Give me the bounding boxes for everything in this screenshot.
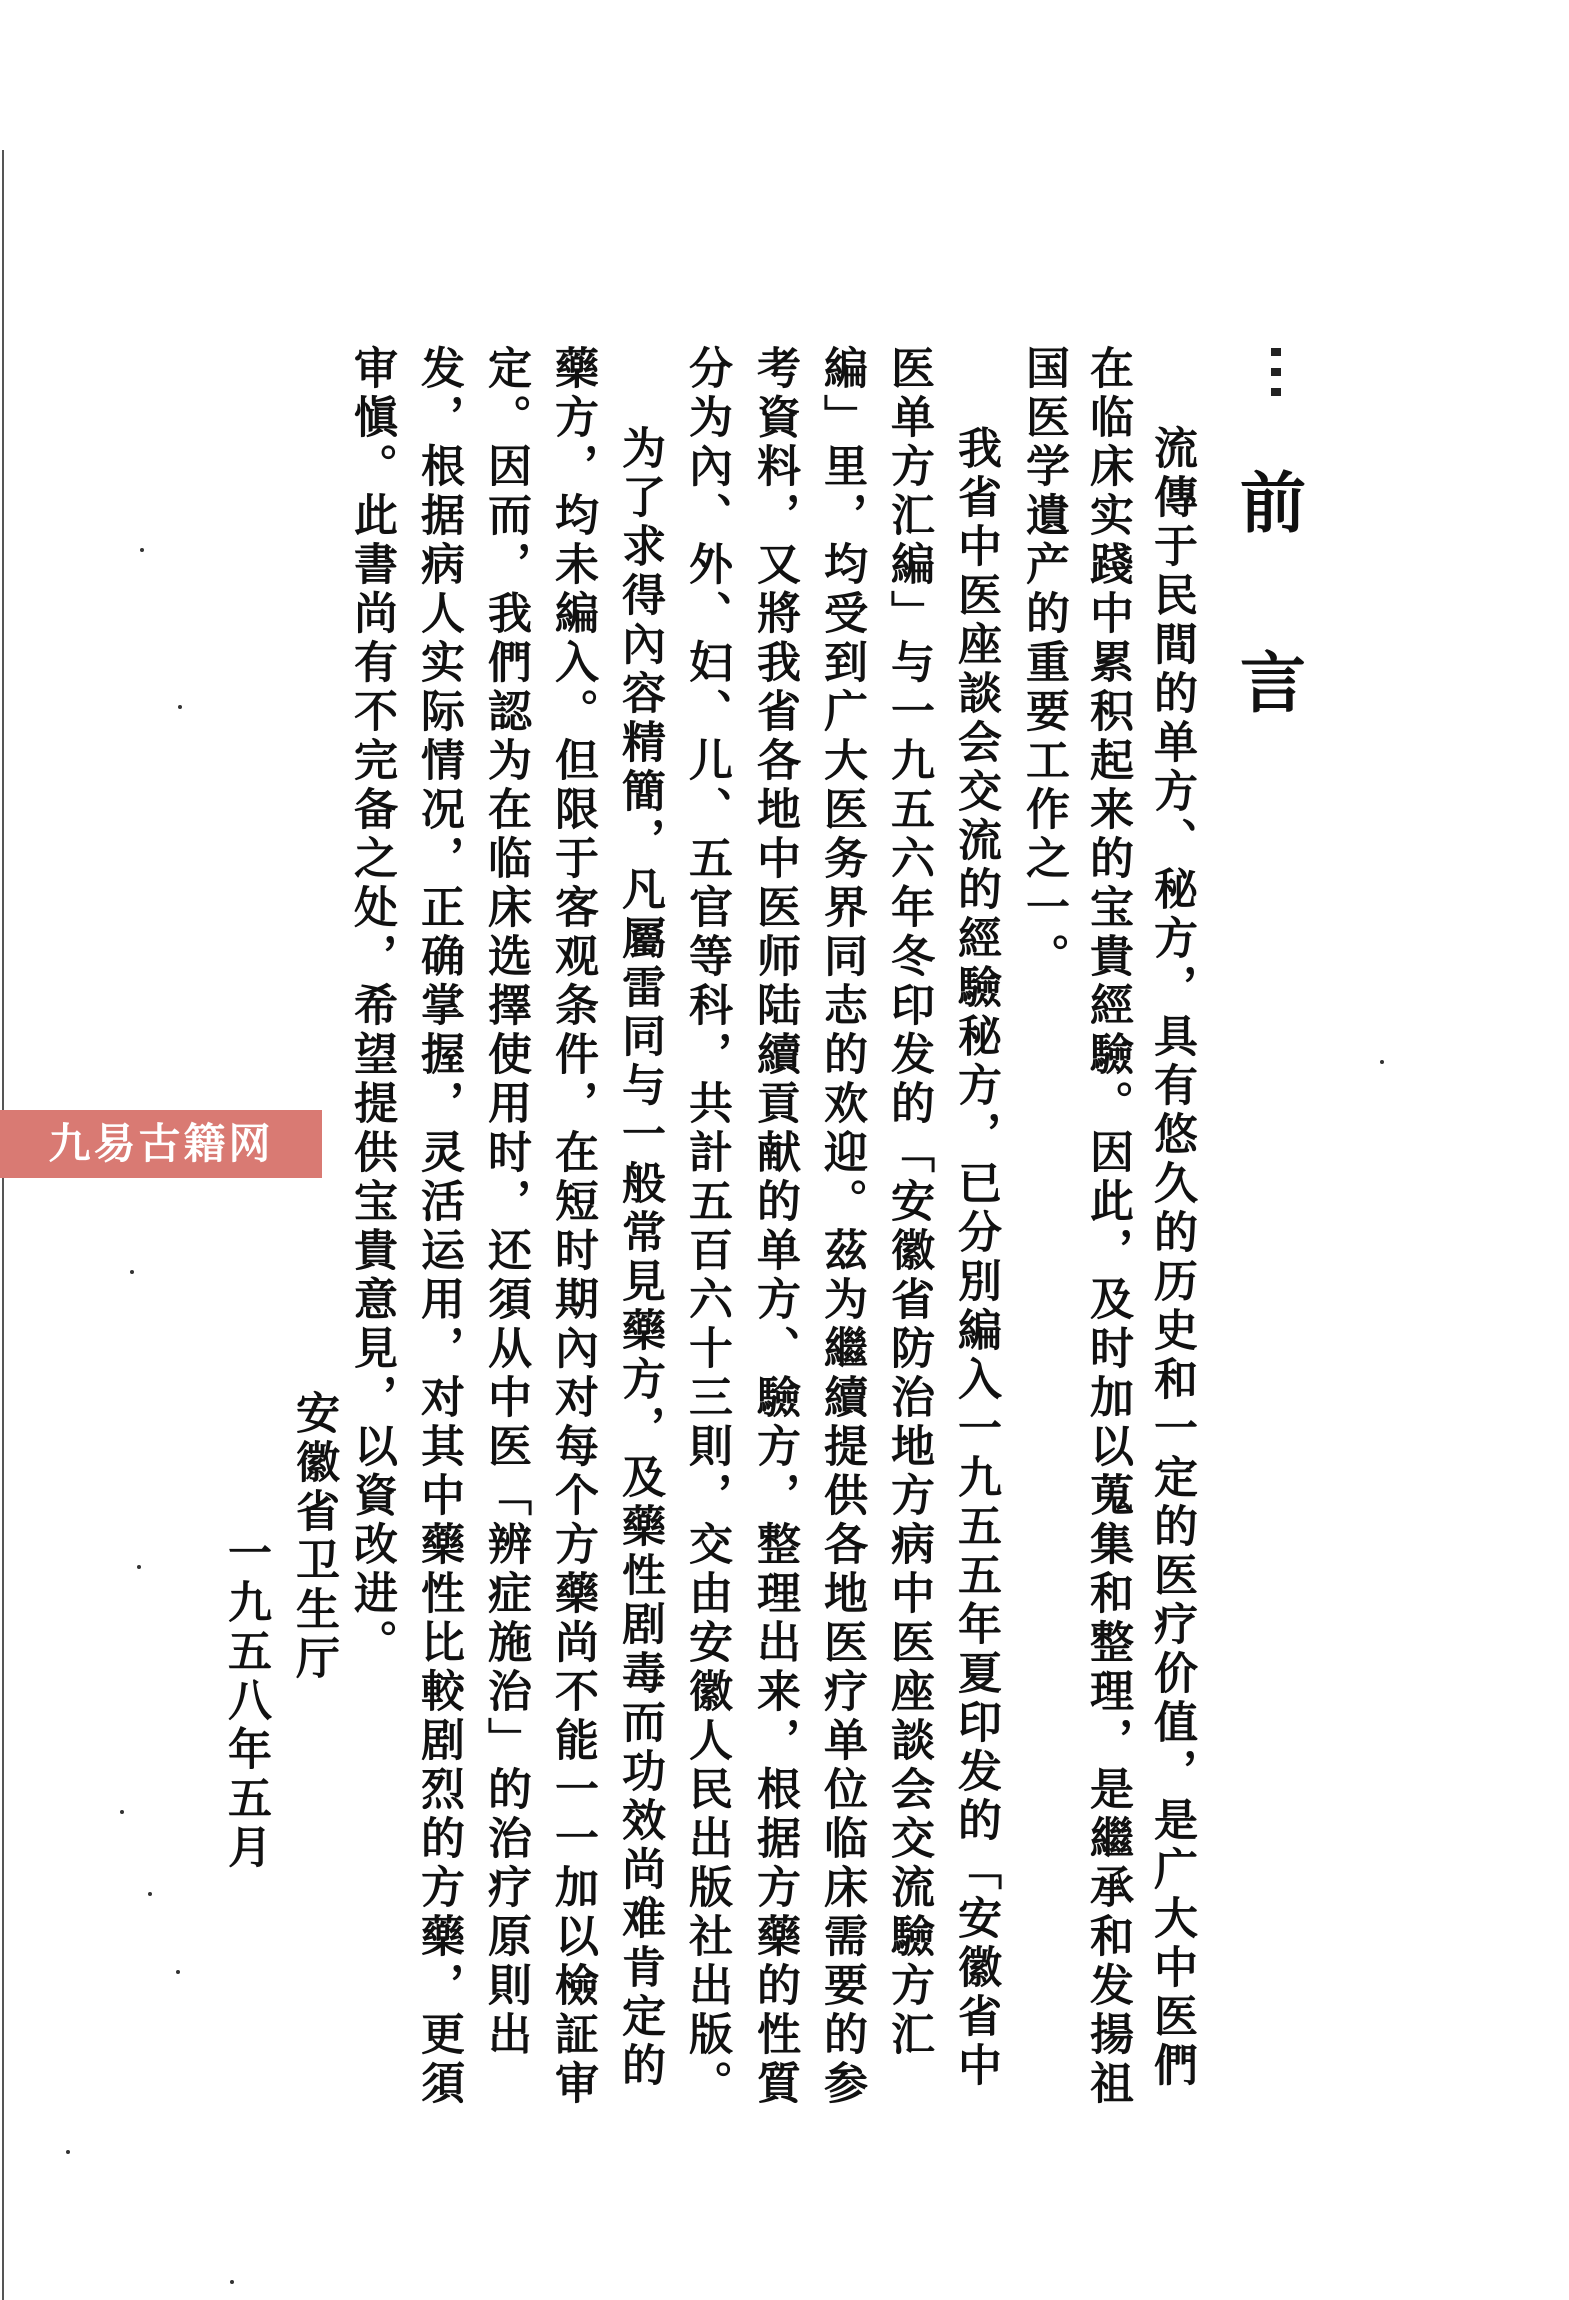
scan-speck <box>140 548 144 552</box>
text-column-4: 我省中医座談会交流的經驗秘方，已分別編入一九五五年夏印发的「安徽省中 <box>950 425 1001 2091</box>
scan-speck <box>148 1892 152 1896</box>
signature-date: 一九五八年五月 <box>220 1530 271 1873</box>
text-column-12: 发，根据病人实际情况，正确掌握，灵活运用，对其中藥性比較剧烈的方藥，更須 <box>413 345 464 2109</box>
text-column-11: 定。因而，我們認为在临床选擇使用时，还須从中医「辨症施治」的治疗原則出 <box>480 345 531 2060</box>
scan-speck <box>137 1565 141 1569</box>
text-column-7: 考資料，又將我省各地中医师陆續貢献的单方、驗方，整理出来，根据方藥的性質 <box>749 345 800 2109</box>
title-char-2: 言 <box>1240 644 1306 722</box>
text-column-10: 藥方，均未編入。但限于客观条件，在短时期內对每个方藥尚不能一一加以檢証审 <box>547 345 598 2109</box>
watermark-banner: 九易古籍网 <box>0 1110 322 1178</box>
text-column-2: 在临床实踐中累积起来的宝貴經驗。因此，及时加以蒐集和整理，是繼承和发揚祖 <box>1082 345 1133 2109</box>
scan-speck <box>66 2150 70 2154</box>
signature-org: 安徽省卫生厅 <box>288 1390 339 1684</box>
scan-speck <box>1380 1060 1384 1064</box>
scan-speck <box>120 1810 124 1814</box>
title-char-1: 前 <box>1240 464 1306 542</box>
text-column-6: 編」里，均受到广大医务界同志的欢迎。茲为繼續提供各地医疗单位临床需要的参 <box>816 345 867 2109</box>
scan-speck <box>230 2280 234 2284</box>
header-marks <box>1256 336 1296 436</box>
text-column-13: 审愼。此書尚有不完备之处，希望提供宝貴意見，以資改进。 <box>346 345 397 1668</box>
scan-speck <box>130 1270 134 1274</box>
page-edge-line <box>2 150 4 2300</box>
text-column-9: 为了求得內容精簡，凡屬雷同与一般常見藥方，及藥性剧毒而功效尚难肯定的 <box>614 425 665 2091</box>
text-column-3: 国医学遺产的重要工作之一。 <box>1018 345 1069 982</box>
text-column-8: 分为內、外、妇、儿、五官等科，共計五百六十三則，交由安徽人民出版社出版。 <box>681 345 732 2109</box>
scan-speck <box>176 1970 180 1974</box>
text-column-5: 医单方汇編」与一九五六年冬印发的「安徽省防治地方病中医座談会交流驗方汇 <box>883 345 934 2060</box>
scan-speck <box>178 705 182 709</box>
text-column-1: 流傳于民間的单方、秘方，具有悠久的历史和一定的医疗价值，是广大中医們 <box>1146 425 1197 2091</box>
